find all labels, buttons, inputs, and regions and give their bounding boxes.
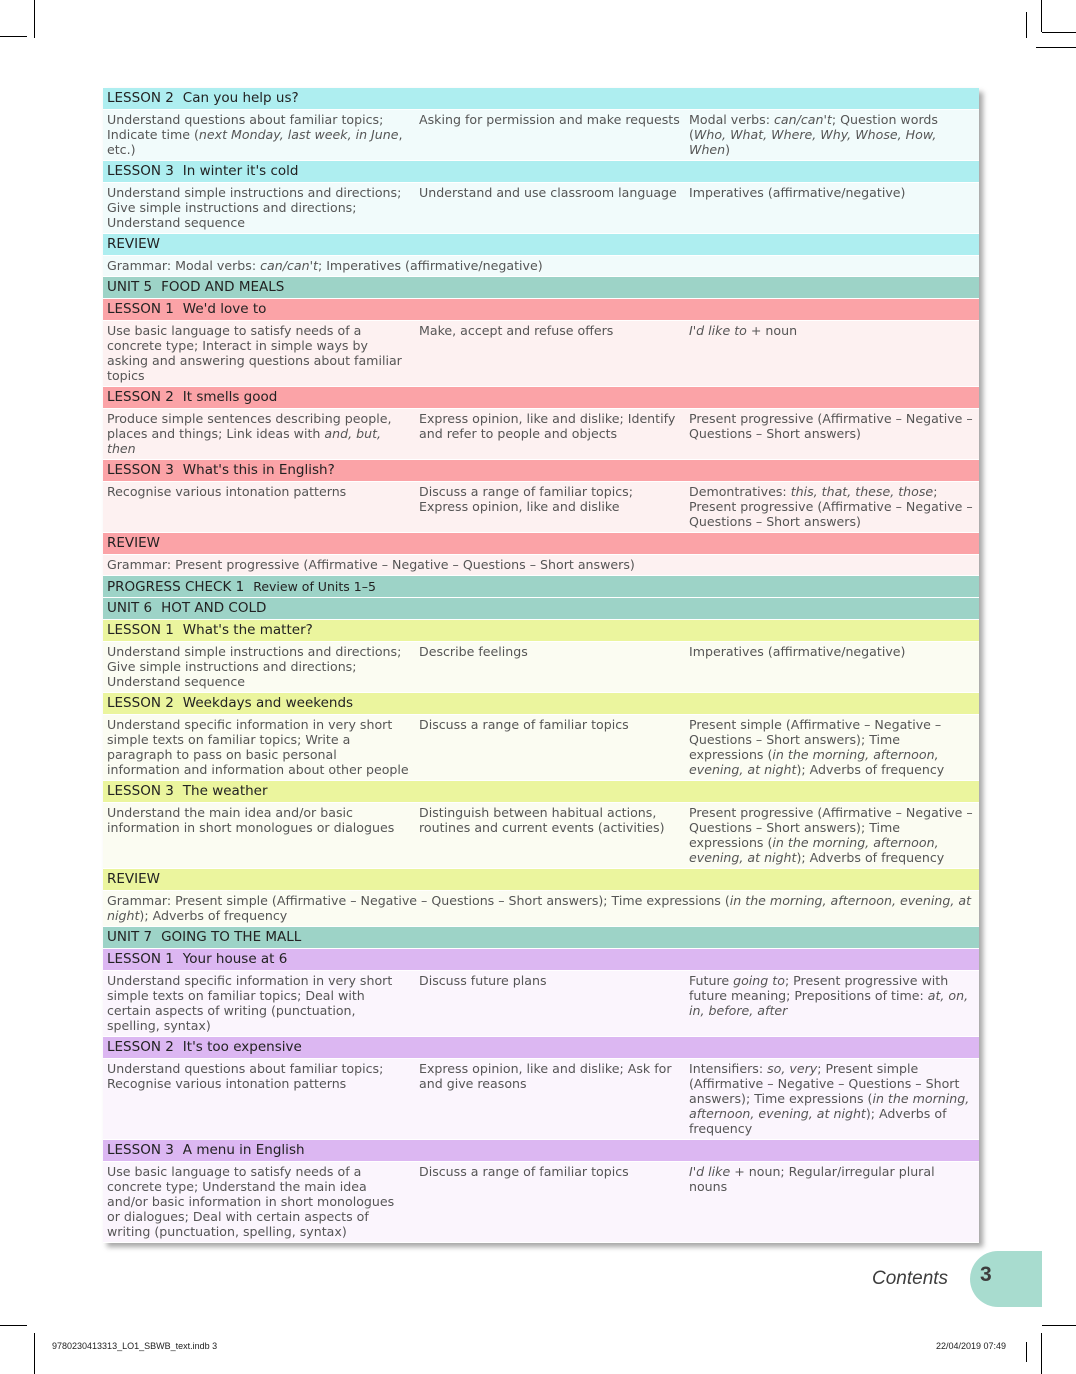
emphasis-text: in the morning, afternoon, evening, at night	[107, 893, 972, 923]
functions-cell	[415, 185, 685, 230]
section-number: LESSON 1	[107, 622, 174, 638]
text-run: ; Imperatives (affirmative/negative)	[317, 258, 543, 273]
text-run: Discuss a range of familiar topics	[419, 717, 629, 732]
section-title: It's too expensive	[182, 1039, 302, 1055]
section-number: LESSON 3	[107, 783, 174, 799]
section-title: GOING TO THE MALL	[161, 929, 302, 945]
review-header	[103, 234, 979, 256]
functions-cell	[415, 644, 685, 689]
functions-cell	[415, 1061, 685, 1136]
language-cell	[685, 411, 979, 456]
emphasis-text: so, very	[767, 1061, 818, 1076]
crop-mark	[34, 0, 35, 38]
language-cell	[685, 717, 979, 777]
text-run: Demontratives:	[689, 484, 791, 499]
emphasis-text: in the morning, afternoon, evening, at night	[689, 747, 939, 777]
text-run: Intensifiers:	[689, 1061, 768, 1076]
skills-cell	[103, 805, 415, 865]
emphasis-text: in the morning, afternoon, evening, at night	[689, 1091, 970, 1121]
unit-7-header	[103, 927, 979, 949]
section-number: LESSON 2	[107, 389, 174, 405]
table-row	[103, 1059, 979, 1140]
functions-cell	[415, 717, 685, 777]
functions-cell	[415, 323, 685, 383]
lesson-3-header	[103, 161, 979, 183]
emphasis-text: at, on, in, before, after	[689, 988, 969, 1018]
text-run: Understand questions about familiar topics; Indicate time (	[107, 112, 384, 142]
text-run: Discuss a range of familiar topics	[419, 1164, 629, 1179]
review-grammar-row	[103, 555, 979, 576]
text-run: Understand specific information in very short simple texts on familiar topics; Deal with certain aspects of writing (punctuation, spelling, syntax)	[107, 973, 393, 1033]
lesson-1-header	[103, 949, 979, 971]
table-row	[103, 1162, 979, 1243]
text-run: Imperatives (affirmative/negative)	[689, 185, 906, 200]
table-row	[103, 482, 979, 533]
emphasis-text: I'd like to	[689, 323, 747, 338]
text-run: Understand specific information in very short simple texts on familiar topics; Write a paragraph to pass on basic personal information and information about other people	[107, 717, 409, 777]
section-number: PROGRESS CHECK 1	[107, 579, 245, 595]
text-run: ); Adverbs of frequency	[139, 908, 288, 923]
section-number: UNIT 5	[107, 279, 153, 295]
section-number: UNIT 7	[107, 929, 153, 945]
section-number: LESSON 2	[107, 1039, 174, 1055]
crop-mark	[0, 1325, 27, 1326]
text-run: Asking for permission and make requests	[419, 112, 680, 127]
lesson-2-header	[103, 1037, 979, 1059]
section-title: It smells good	[182, 389, 278, 405]
crop-mark	[1026, 12, 1027, 38]
text-run: Make, accept and refuse offers	[419, 323, 614, 338]
section-title: Can you help us?	[182, 90, 299, 106]
text-run: ; Present progressive with future meaning; Prepositions of time:	[689, 973, 949, 1003]
text-run: ; Present progressive (Affirmative – Negative – Questions – Short answers)	[689, 484, 973, 529]
text-run: ); Adverbs of frequency	[796, 762, 945, 777]
text-run: Future	[689, 973, 734, 988]
skills-cell	[103, 484, 415, 529]
section-title: What's this in English?	[182, 462, 335, 478]
text-run: ; Present simple (Affirmative – Negative – Questions – Short answers); Time expressions (	[689, 1061, 960, 1106]
skills-cell	[103, 112, 415, 157]
language-cell	[685, 1164, 979, 1239]
emphasis-text: this, that, these, those	[790, 484, 934, 499]
section-title: The weather	[182, 783, 268, 799]
text-run: Discuss future plans	[419, 973, 547, 988]
text-run: Grammar: Modal verbs:	[107, 258, 261, 273]
section-title: A menu in English	[182, 1142, 305, 1158]
text-run: Understand simple instructions and directions; Give simple instructions and directions; Understand sequence	[107, 185, 402, 230]
review-header	[103, 869, 979, 891]
crop-mark	[1042, 32, 1076, 33]
lesson-1-header	[103, 299, 979, 321]
lesson-1-header	[103, 620, 979, 642]
section-title: REVIEW	[107, 236, 161, 252]
emphasis-text: can/can't	[260, 258, 318, 273]
section-title: Your house at 6	[182, 951, 288, 967]
text-run: Grammar: Present simple (Affirmative – Negative – Questions – Short answers); Time expressions (	[107, 893, 730, 908]
lesson-3-header	[103, 1140, 979, 1162]
crop-mark	[1041, 0, 1042, 32]
emphasis-text: going to	[733, 973, 785, 988]
text-run: , etc.)	[107, 127, 403, 157]
lesson-2-header	[103, 693, 979, 715]
section-number: LESSON 1	[107, 301, 174, 317]
crop-mark	[0, 36, 27, 37]
text-run: Imperatives (affirmative/negative)	[689, 644, 906, 659]
text-run: Understand questions about familiar topics; Recognise various intonation patterns	[107, 1061, 384, 1091]
review-header	[103, 533, 979, 555]
syllabus-table	[103, 88, 979, 1243]
text-run: ); Adverbs of frequency	[689, 1106, 947, 1136]
crop-mark	[1036, 47, 1076, 48]
text-run: Present progressive (Affirmative – Negative – Questions – Short answers)	[689, 411, 973, 441]
language-cell	[685, 323, 979, 383]
emphasis-text: in the morning, afternoon, evening, at night	[689, 835, 939, 865]
text-run: )	[725, 142, 731, 157]
language-cell	[685, 805, 979, 865]
skills-cell	[103, 185, 415, 230]
section-number: LESSON 2	[107, 90, 174, 106]
section-title: REVIEW	[107, 871, 161, 887]
section-title: We'd love to	[182, 301, 267, 317]
section-number: LESSON 2	[107, 695, 174, 711]
table-row	[103, 409, 979, 460]
section-title: HOT AND COLD	[161, 600, 267, 616]
page-number: 3	[980, 1263, 992, 1286]
functions-cell	[415, 1164, 685, 1239]
lesson-2-header	[103, 88, 979, 110]
functions-cell	[415, 973, 685, 1033]
text-run: Express opinion, like and dislike; Identify and refer to people and objects	[419, 411, 676, 441]
text-run: ); Adverbs of frequency	[796, 850, 945, 865]
section-number: LESSON 3	[107, 1142, 174, 1158]
section-number: LESSON 3	[107, 462, 174, 478]
section-title: FOOD AND MEALS	[161, 279, 285, 295]
skills-cell	[103, 1061, 415, 1136]
text-run: Describe feelings	[419, 644, 528, 659]
text-run: Understand and use classroom language	[419, 185, 677, 200]
emphasis-text: next Monday, last week, in June	[198, 127, 399, 142]
language-cell	[685, 484, 979, 529]
section-title: REVIEW	[107, 535, 161, 551]
text-run: Understand the main idea and/or basic information in short monologues or dialogues	[107, 805, 395, 835]
skills-cell	[103, 717, 415, 777]
language-cell	[685, 973, 979, 1033]
print-slug-date: 22/04/2019 07:49	[936, 1341, 1007, 1351]
section-title: In winter it's cold	[182, 163, 299, 179]
review-grammar-row	[103, 256, 979, 277]
table-row	[103, 110, 979, 161]
print-slug-file: 9780230413313_LO1_SBWB_text.indb 3	[52, 1341, 218, 1351]
text-run: Understand simple instructions and directions; Give simple instructions and directions; Understand sequence	[107, 644, 402, 689]
crop-mark	[1041, 1333, 1042, 1374]
text-run: + noun	[746, 323, 798, 338]
footer-section-title: Contents	[872, 1268, 949, 1289]
crop-mark	[34, 1333, 35, 1374]
unit-6-header	[103, 598, 979, 620]
section-title: Weekdays and weekends	[182, 695, 354, 711]
text-run: ; Question words (	[689, 112, 938, 142]
text-run: Present progressive (Affirmative – Negative – Questions – Short answers); Time expressions (	[689, 805, 973, 850]
section-title: What's the matter?	[182, 622, 313, 638]
table-row	[103, 321, 979, 387]
skills-cell	[103, 411, 415, 456]
section-number: LESSON 3	[107, 163, 174, 179]
functions-cell	[415, 805, 685, 865]
crop-mark	[1042, 1325, 1076, 1326]
crop-mark	[1026, 1342, 1027, 1362]
lesson-3-header	[103, 781, 979, 803]
skills-cell	[103, 644, 415, 689]
text-run: Express opinion, like and dislike; Ask for and give reasons	[419, 1061, 672, 1091]
text-run: Distinguish between habitual actions, routines and current events (activities)	[419, 805, 665, 835]
review-grammar-row	[103, 891, 979, 927]
emphasis-text: can/can't	[773, 112, 832, 127]
text-run: Recognise various intonation patterns	[107, 484, 347, 499]
lesson-2-header	[103, 387, 979, 409]
text-run: Present simple (Affirmative – Negative – Questions – Short answers); Time expressions (	[689, 717, 942, 762]
functions-cell	[415, 484, 685, 529]
text-run: Modal verbs:	[689, 112, 774, 127]
section-title: Review of Units 1–5	[253, 579, 376, 594]
emphasis-text: and, but, then	[107, 426, 382, 456]
section-number: LESSON 1	[107, 951, 174, 967]
table-row	[103, 715, 979, 781]
text-run: Discuss a range of familiar topics; Express opinion, like and dislike	[419, 484, 633, 514]
lesson-3-header	[103, 460, 979, 482]
progress-check-1-header	[103, 576, 979, 598]
section-number: UNIT 6	[107, 600, 153, 616]
table-row	[103, 803, 979, 869]
language-cell	[685, 185, 979, 230]
text-run: Grammar: Present progressive (Affirmative – Negative – Questions – Short answers)	[107, 557, 635, 572]
text-run: Use basic language to satisfy needs of a concrete type; Understand the main idea and/or basic information in short monologues or dialogues; Deal with certain aspects of writing (punctuation, spelling, syntax)	[107, 1164, 395, 1239]
text-run: + noun; Regular/irregular plural nouns	[689, 1164, 935, 1194]
language-cell	[685, 112, 979, 157]
functions-cell	[415, 411, 685, 456]
text-run: Produce simple sentences describing people, places and things; Link ideas with	[107, 411, 392, 441]
table-row	[103, 642, 979, 693]
skills-cell	[103, 973, 415, 1033]
text-run: Use basic language to satisfy needs of a concrete type; Interact in simple ways by asking and answering questions about familiar topics	[107, 323, 402, 383]
table-row	[103, 183, 979, 234]
language-cell	[685, 1061, 979, 1136]
emphasis-text: I'd like	[689, 1164, 731, 1179]
unit-5-header	[103, 277, 979, 299]
skills-cell	[103, 1164, 415, 1239]
skills-cell	[103, 323, 415, 383]
language-cell	[685, 644, 979, 689]
functions-cell	[415, 112, 685, 157]
table-row	[103, 971, 979, 1037]
emphasis-text: Who, What, Where, Why, Whose, How, When	[689, 127, 937, 157]
